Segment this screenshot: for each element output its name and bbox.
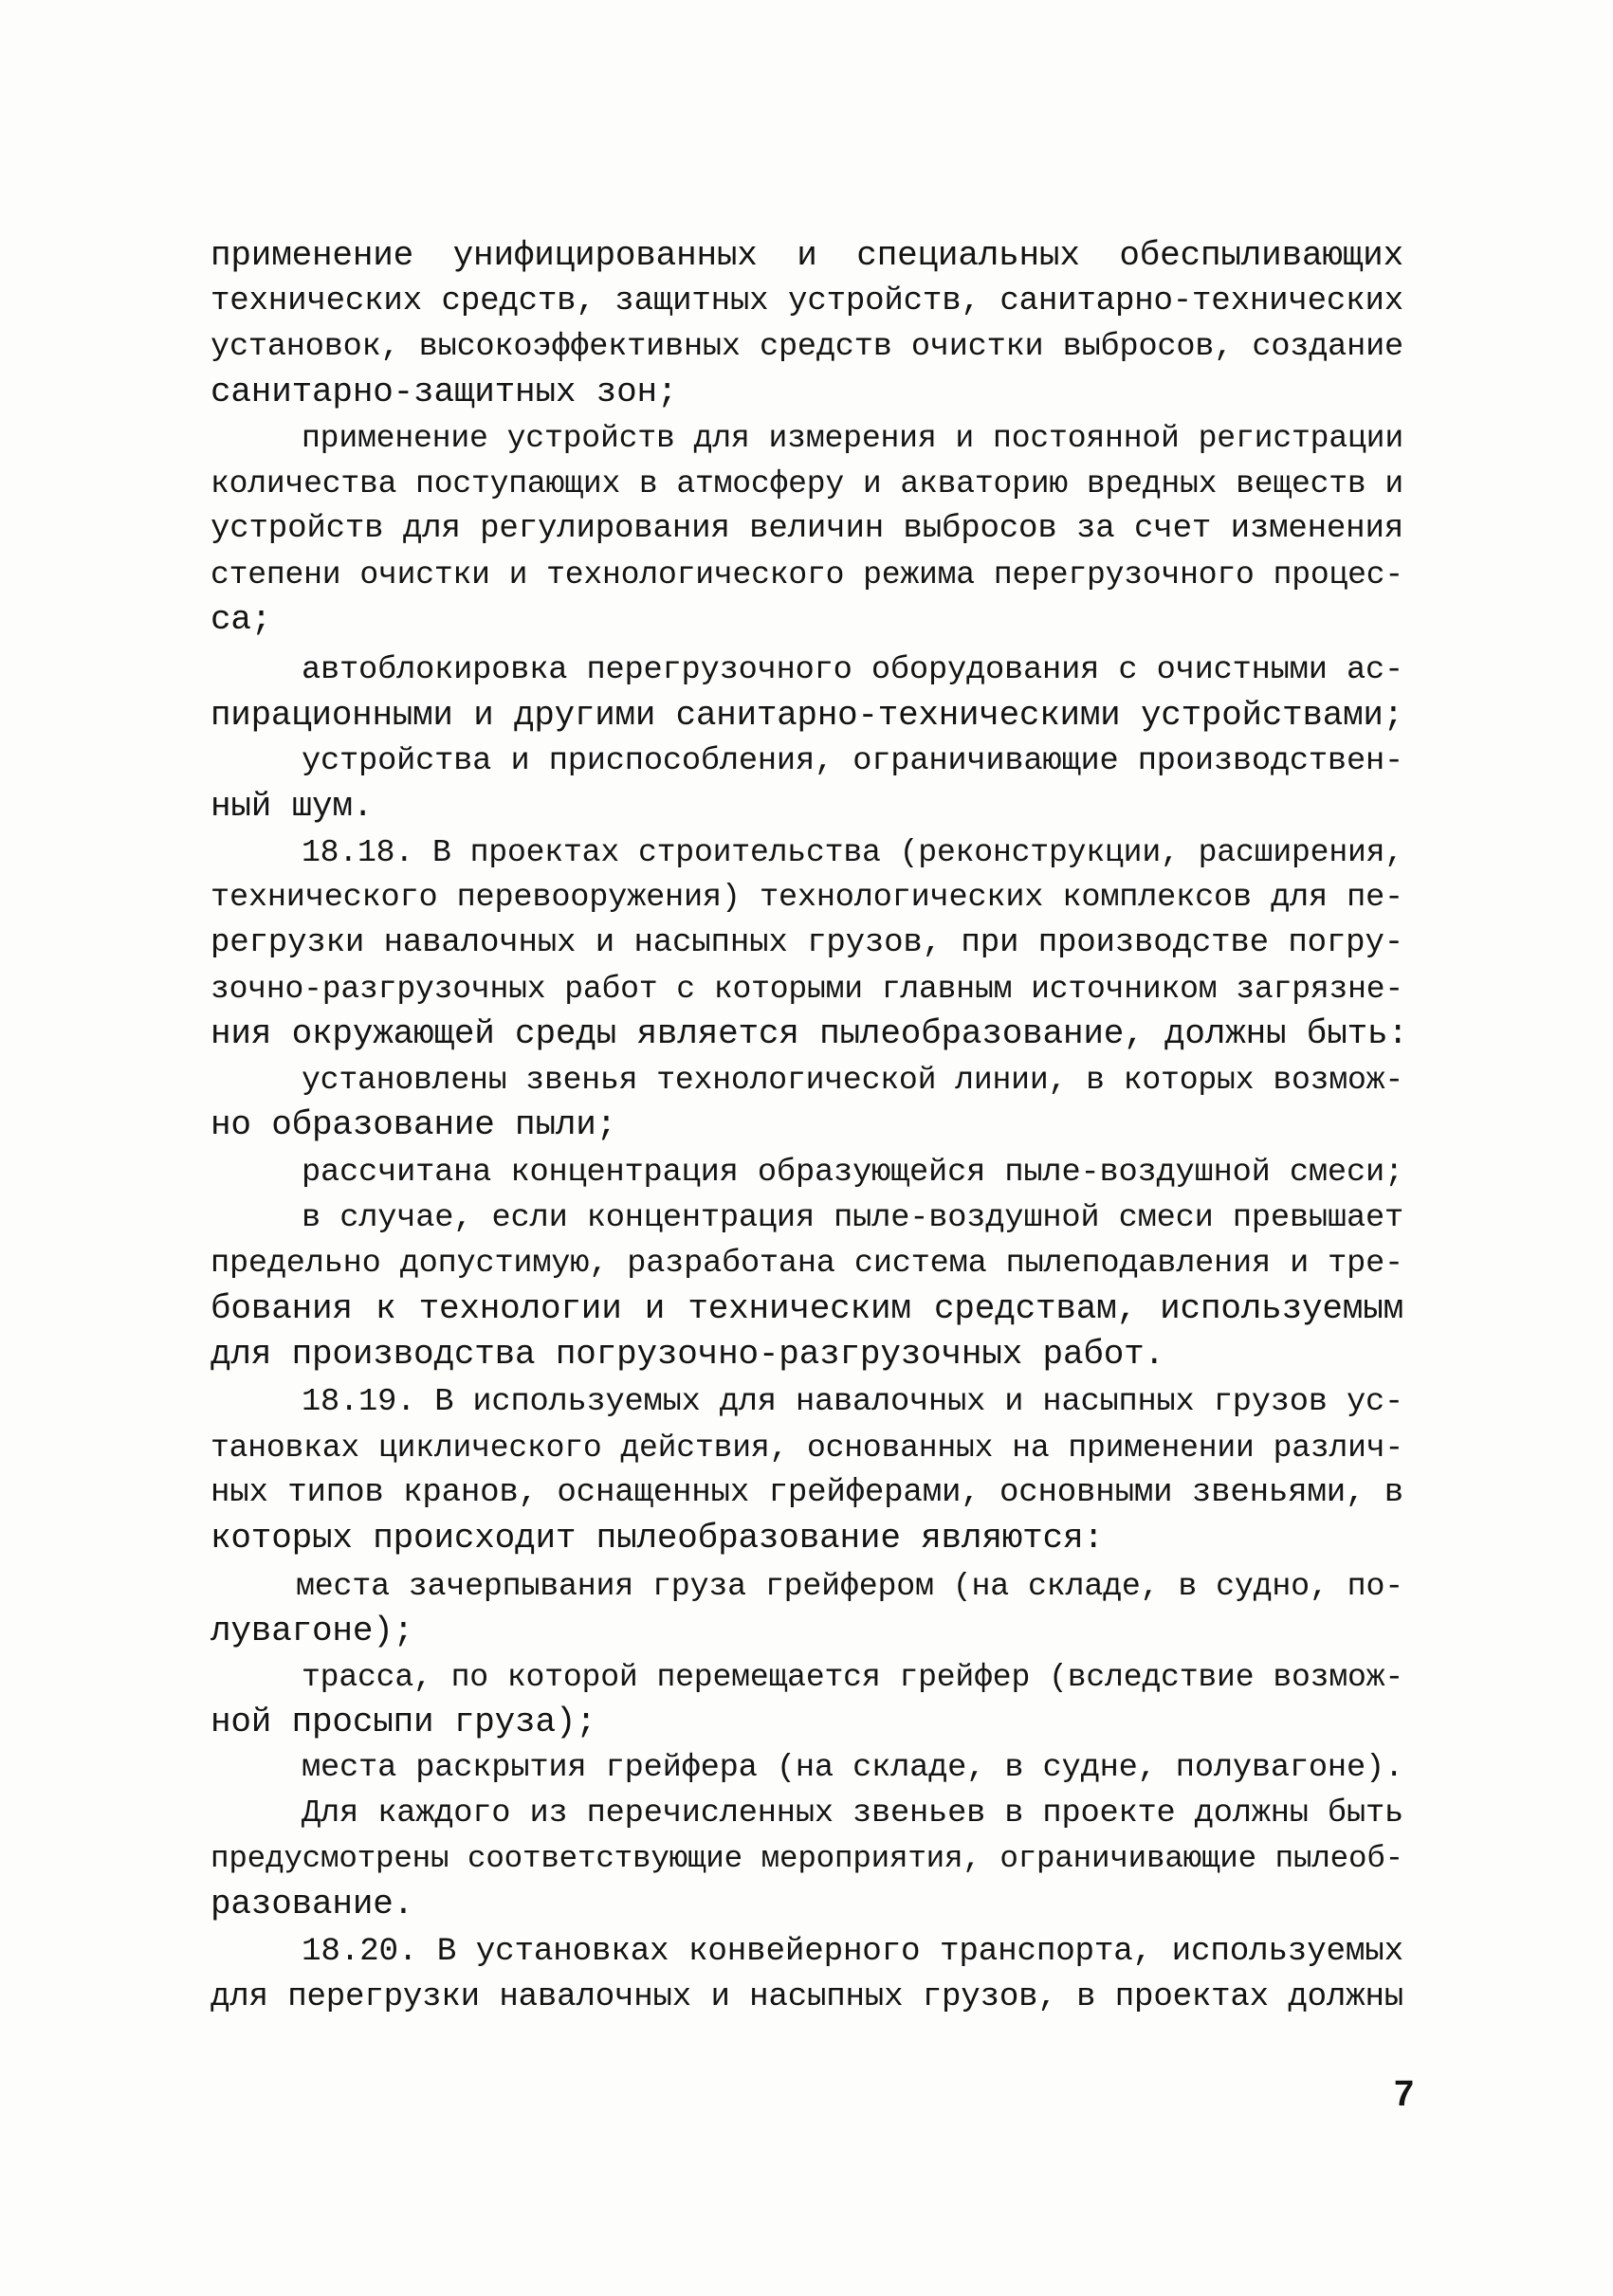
text-line: установлены звенья технологической линии, в которых возмож-	[302, 1062, 1403, 1098]
text-line: технических средств, защитных устройств, санитарно-технических	[211, 283, 1403, 319]
text-line: применение унифицированных и специальных обеспыливающих	[211, 236, 1403, 275]
text-line: зочно-разгрузочных работ с которыми главным источником загрязне-	[211, 971, 1403, 1007]
text-line: количества поступающих в атмосферу и акваторию вредных веществ и	[211, 465, 1403, 501]
text-line: лувагоне);	[211, 1612, 414, 1650]
text-line: ных типов кранов, оснащенных грейферами, основными звеньями, в	[211, 1475, 1403, 1511]
text-line: автоблокировка перегрузочного оборудования с очистными ас-	[302, 652, 1403, 688]
text-line: 18.18. В проектах строительства (реконструкции, расширения,	[302, 834, 1403, 870]
text-line: установок, высокоэффективных средств очистки выбросов, создание	[211, 329, 1403, 365]
text-line: трасса, по которой перемещается грейфер (вследствие возмож-	[302, 1659, 1403, 1695]
text-line: применение устройств для измерения и постоянной регистрации	[302, 420, 1403, 456]
text-line: для перегрузки навалочных и насыпных грузов, в проектах должны	[211, 1979, 1403, 2015]
text-line: которых происходит пылеобразование являются:	[211, 1519, 1104, 1558]
text-line: разование.	[211, 1885, 414, 1923]
text-line: ной просыпи груза);	[211, 1703, 596, 1741]
text-line: бования к технологии и техническим средствам, используемым	[211, 1289, 1403, 1328]
text-line: предельно допустимую, разработана система пылеподавления и тре-	[211, 1246, 1403, 1282]
text-line: 18.19. В используемых для навалочных и насыпных грузов ус-	[302, 1384, 1403, 1420]
page-number: 7	[1394, 2074, 1415, 2114]
text-line: тановках циклического действия, основанных на применении различ-	[211, 1430, 1403, 1466]
text-line: устройств для регулирования величин выбросов за счет изменения	[211, 511, 1403, 547]
text-line: ния окружающей среды является пылеобразование, должны быть:	[211, 1014, 1408, 1053]
text-line: 18.20. В установках конвейерного транспорта, используемых	[302, 1933, 1403, 1970]
text-line: санитарно-защитных зон;	[211, 373, 678, 411]
text-line: места зачерпывания груза грейфером (на складе, в судно, по-	[296, 1568, 1403, 1604]
text-line: технического перевооружения) технологических комплексов для пе-	[211, 880, 1403, 916]
text-line: места раскрытия грейфера (на складе, в судне, полувагоне).	[302, 1750, 1403, 1786]
text-line: в случае, если концентрация пыле-воздушной смеси превышает	[302, 1200, 1403, 1236]
text-line: регрузки навалочных и насыпных грузов, при производстве погру-	[211, 925, 1403, 961]
text-line: но образование пыли;	[211, 1105, 617, 1144]
text-line: предусмотрены соответствующие мероприятия, ограничивающие пылеоб-	[211, 1841, 1403, 1876]
text-line: пирационными и другими санитарно-техническими устройствами;	[211, 696, 1403, 735]
text-line: ный шум.	[211, 787, 374, 826]
text-line: Для каждого из перечисленных звеньев в проекте должны быть	[302, 1795, 1403, 1831]
text-line: для производства погрузочно-разгрузочных работ.	[211, 1335, 1164, 1374]
text-line: степени очистки и технологического режима перегрузочного процес-	[211, 556, 1403, 592]
text-line: рассчитана концентрация образующейся пыле-воздушной смеси;	[302, 1155, 1403, 1191]
text-line: са;	[211, 600, 272, 639]
text-line: устройства и приспособления, ограничивающие производствен-	[302, 743, 1403, 779]
